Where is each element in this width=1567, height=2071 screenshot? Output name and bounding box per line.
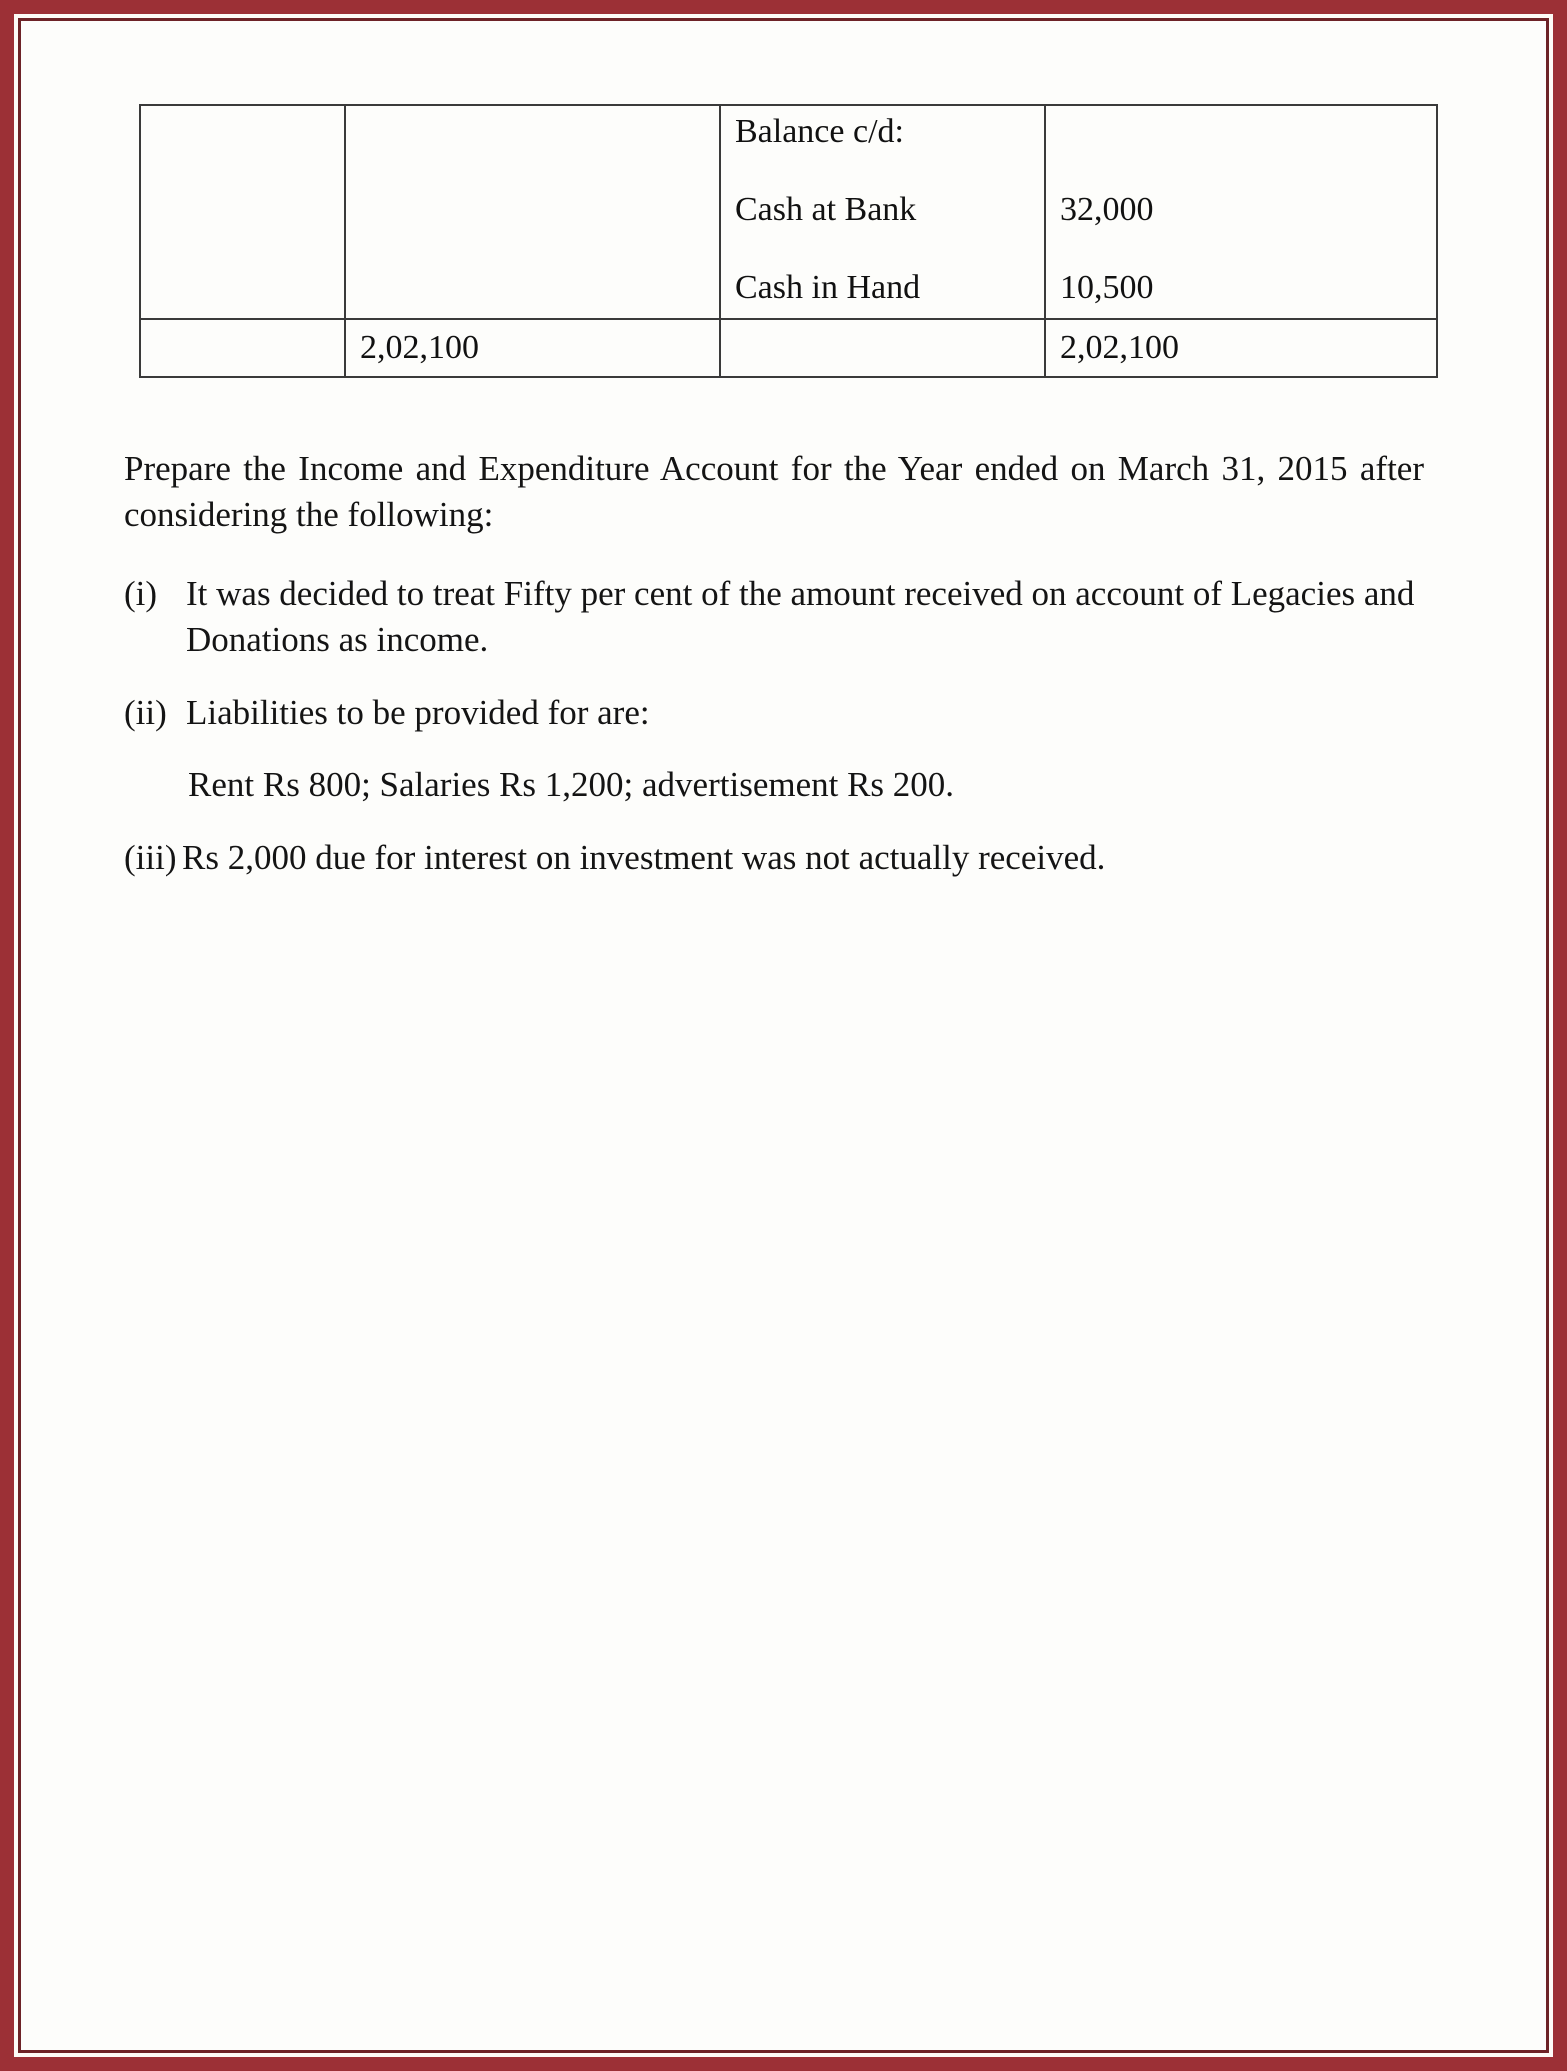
instructions-intro-paragraph: Prepare the Income and Expenditure Account for the Year ended on March 31, 2015 after considering the following: — [124, 449, 1424, 534]
totals-cell-particulars-right — [720, 319, 1045, 377]
list-marker: (i) — [124, 574, 158, 613]
list-item — [124, 835, 1424, 881]
table-row-totals — [140, 319, 1437, 377]
list-item-subline: Rent Rs 800; Salaries Rs 1,200; advertisement Rs 200. — [188, 764, 955, 804]
list-item-text: Liabilities to be provided for are: — [186, 693, 650, 732]
particular-cash-at-bank: Cash at Bank — [735, 191, 917, 229]
totals-cell-amount-right: 2,02,100 — [1045, 319, 1437, 377]
conditions-list — [124, 571, 1424, 881]
list-item — [124, 571, 1424, 662]
ledger-table-container — [139, 104, 1436, 378]
cell-amount-right — [1045, 105, 1437, 319]
amount-balance-cd — [1060, 112, 1422, 152]
list-marker: (ii) — [124, 693, 167, 732]
amount-cash-in-hand: 10,500 — [1060, 269, 1154, 307]
cell-particulars-right — [720, 105, 1045, 319]
list-item-text: Rs 2,000 due for interest on investment was not actually received. — [182, 838, 1106, 877]
particular-balance-cd: Balance c/d: — [735, 113, 904, 150]
list-marker: (iii) — [124, 838, 177, 877]
document-page — [21, 21, 1546, 2050]
totals-cell-particulars-left — [140, 319, 345, 377]
cell-amount-left — [345, 105, 720, 319]
cell-particulars-left — [140, 105, 345, 319]
amount-cash-at-bank: 32,000 — [1060, 191, 1154, 229]
totals-cell-amount-left: 2,02,100 — [345, 319, 720, 377]
table-row — [140, 105, 1437, 319]
ledger-table — [139, 104, 1438, 378]
list-item-text: It was decided to treat Fifty per cent of the amount received on account of Legacies and Donations as income. — [186, 574, 1415, 659]
instructions-section — [124, 446, 1424, 909]
page-border-gap — [14, 14, 1553, 2057]
page-inner-rule — [18, 18, 1549, 2053]
list-item — [124, 690, 1424, 807]
particular-cash-in-hand: Cash in Hand — [735, 269, 921, 307]
